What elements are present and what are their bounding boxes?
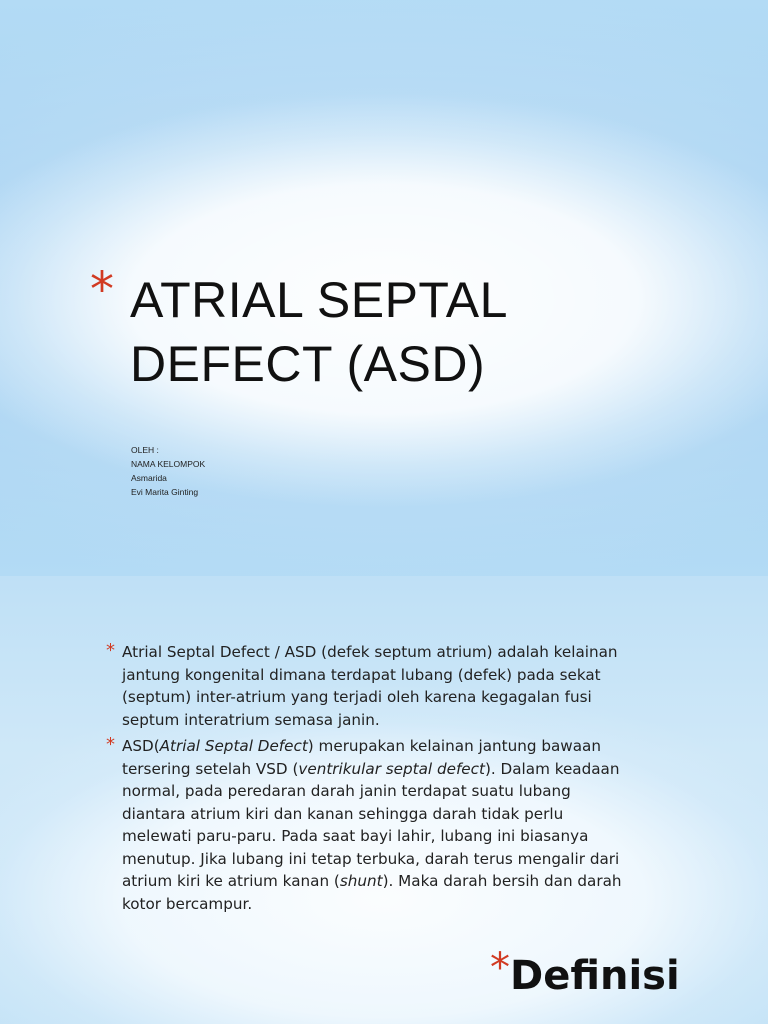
text-run: ). Maka darah bersih dan darah kotor bercampur. (122, 872, 622, 913)
bullet-item (106, 641, 626, 731)
text-run: ) merupakan kelainan jantung bawaan tersering setelah VSD ( (122, 737, 601, 778)
asterisk-bullet-icon: * (490, 945, 510, 991)
asterisk-bullet-icon: * (106, 640, 115, 661)
bullet-item (106, 735, 626, 915)
definition-slide (0, 576, 768, 1024)
title-line-1: ATRIAL SEPTAL (130, 272, 508, 328)
bullet-text: Atrial Septal Defect / ASD (defek septum atrium) adalah kelainan jantung kongenital dimana terdapat lubang (defek) pada sekat (septum) inter-atrium yang terjadi oleh karena kegagalan fusi septum interatrium semasa janin. (122, 643, 618, 729)
asterisk-bullet-icon: * (90, 262, 114, 318)
title-block (90, 262, 652, 396)
italic-term: ventrikular septal defect (298, 759, 485, 778)
italic-term: shunt (339, 872, 383, 890)
slide-title (90, 262, 652, 396)
bullet-list (106, 641, 626, 919)
title-line-2: DEFECT (ASD) (130, 336, 486, 392)
text-run: ASD( (122, 737, 160, 755)
text-run: ). Dalam keadaan normal, pada peredaran darah janin terdapat suatu lubang diantara atrium kiri dan kanan sehingga darah tidak perlu melewati paru-paru. Pada saat bayi lahir, lubang ini biasanya menutup. Jika lubang ini tetap terbuka, darah terus mengalir dari atrium kiri ke atrium kanan ( (122, 759, 620, 890)
italic-term: Atrial Septal Defect (159, 737, 308, 755)
bullet-text (122, 735, 626, 915)
author-line: OLEH : (131, 445, 159, 455)
author-line: Asmarida (131, 473, 167, 483)
section-label: Definisi (510, 953, 680, 999)
section-heading (490, 945, 680, 1004)
author-line: NAMA KELOMPOK (131, 459, 206, 469)
author-list (131, 443, 205, 499)
author-line: Evi Marita Ginting (131, 487, 199, 497)
asterisk-bullet-icon: * (106, 734, 115, 755)
